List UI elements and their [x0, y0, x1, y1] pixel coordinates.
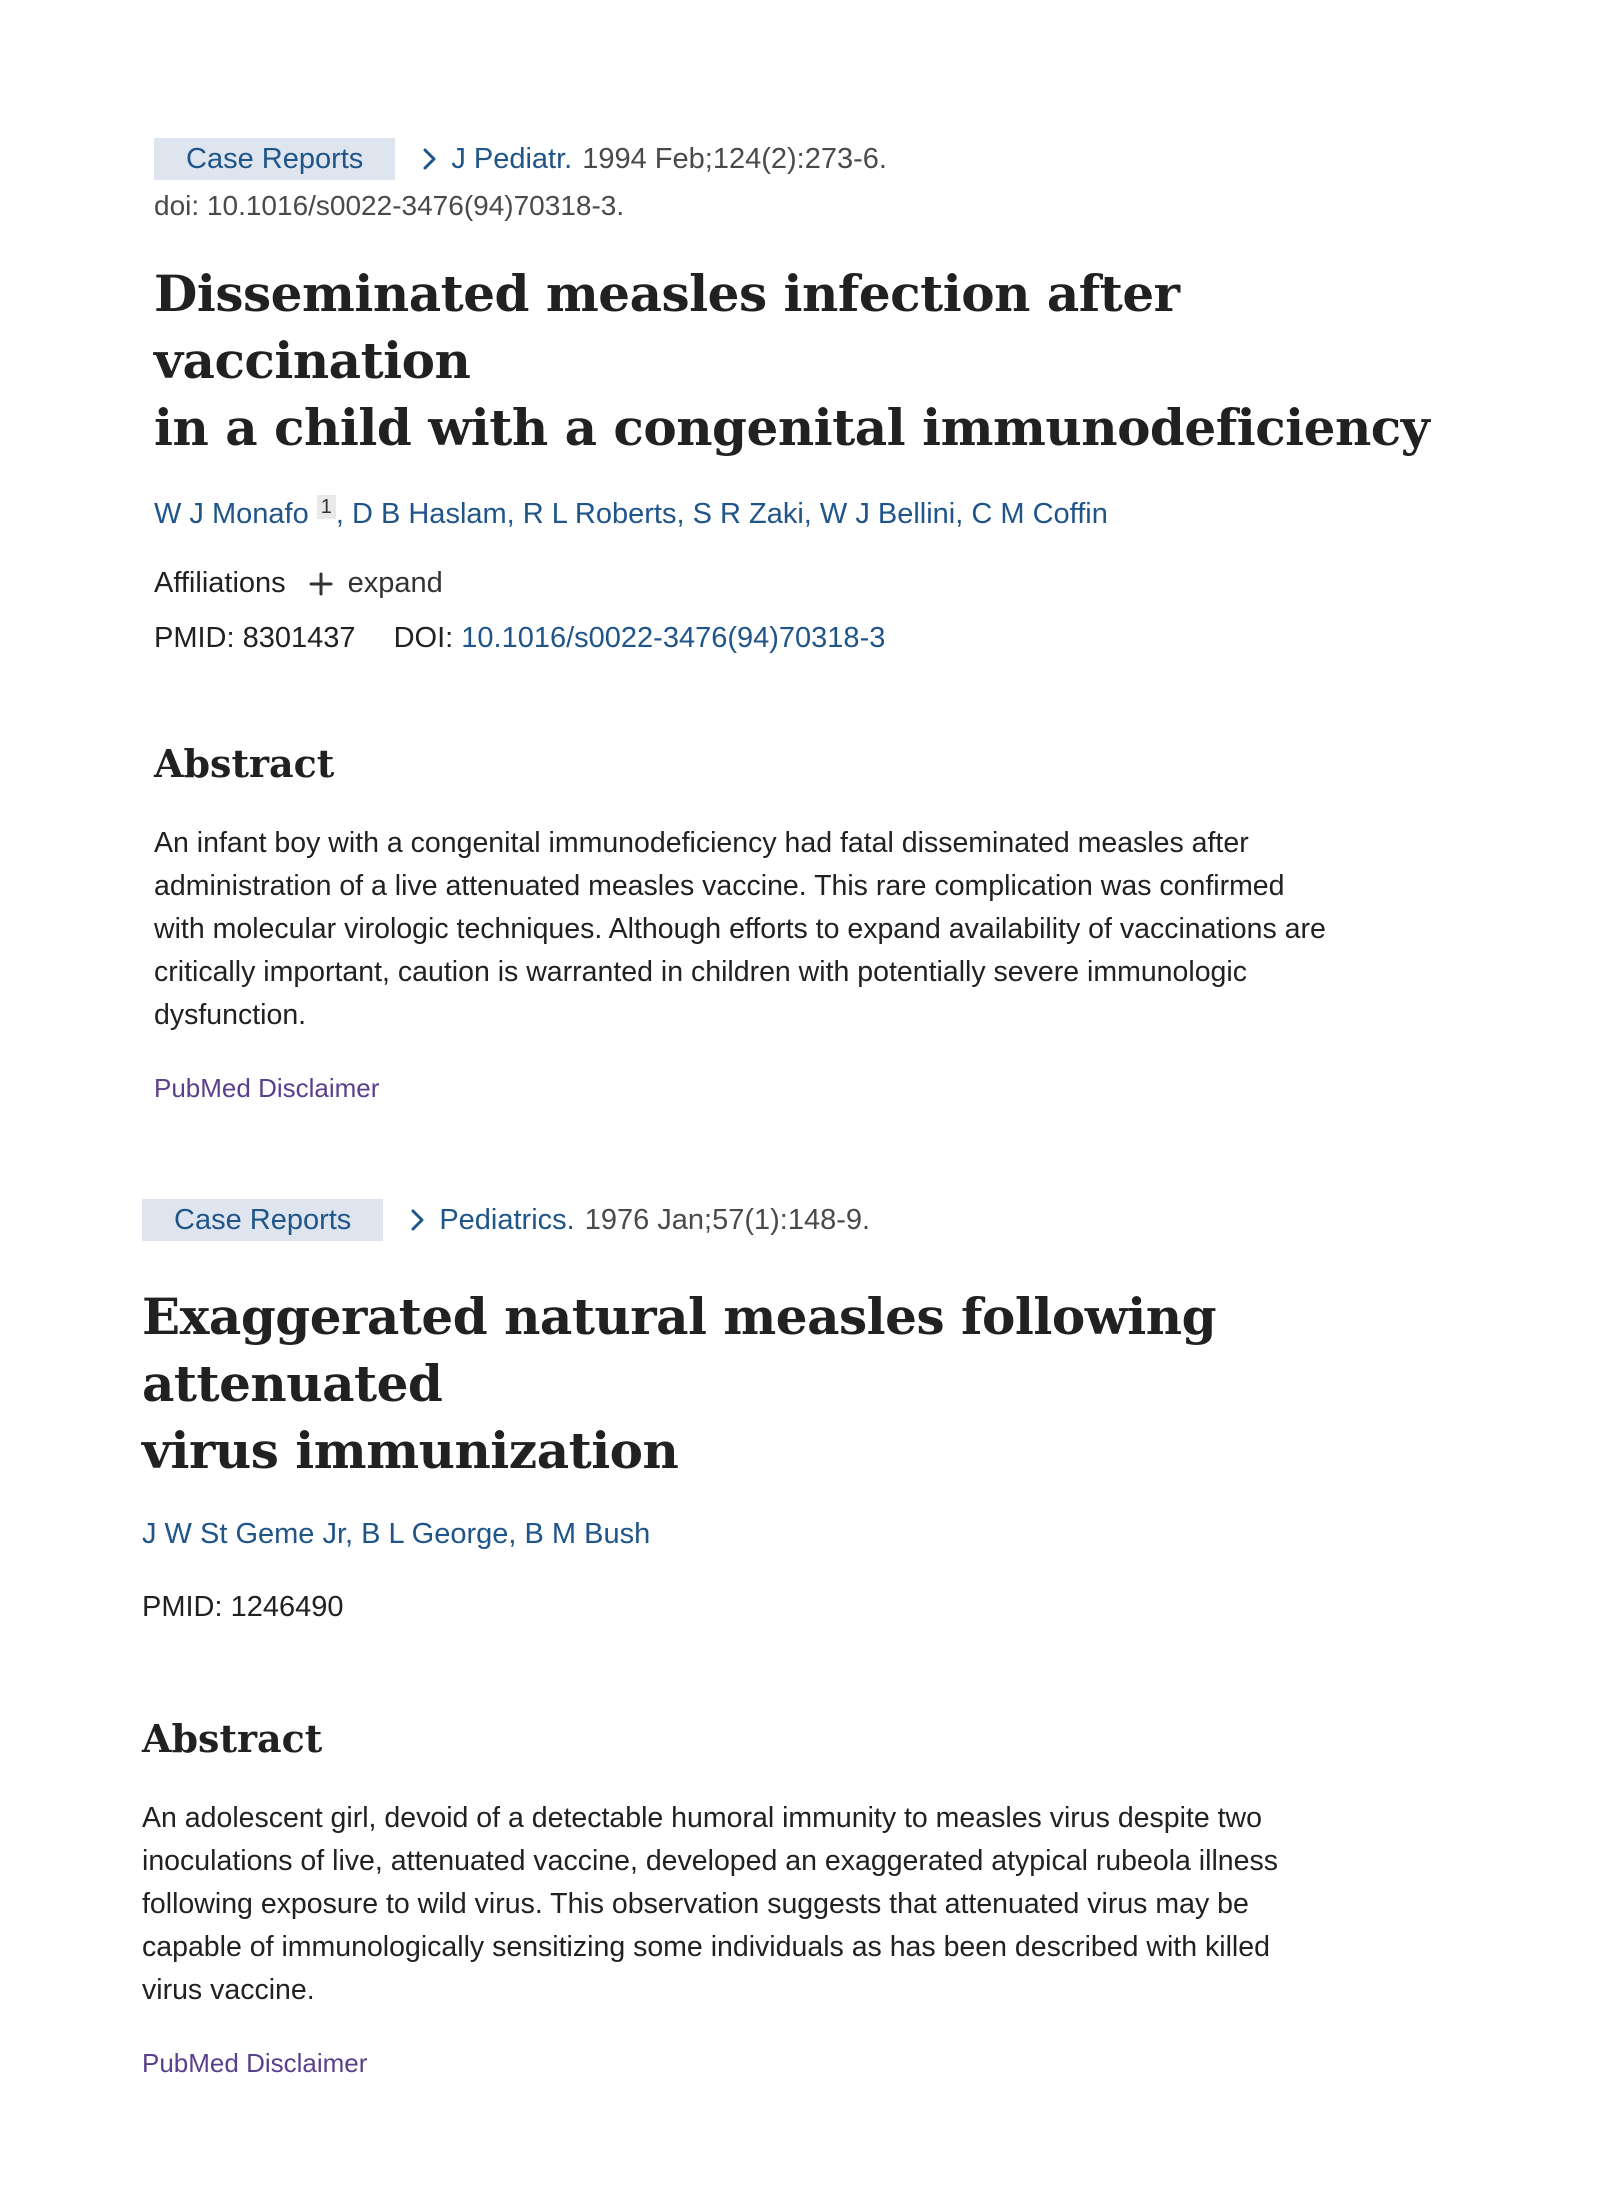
- abstract-heading: Abstract: [142, 1716, 323, 1761]
- abstract-line: following exposure to wild virus. This observation suggests that attenuated virus may be: [142, 1888, 1249, 1920]
- affiliation-number[interactable]: 1: [317, 495, 336, 519]
- pmid-value: 1246490: [230, 1591, 344, 1623]
- article-2: [142, 1199, 1442, 2079]
- publication-type-badge: Case Reports: [142, 1199, 383, 1241]
- abstract-text: [142, 1797, 1442, 2012]
- expand-affiliations-button[interactable]: [308, 567, 443, 600]
- chevron-right-icon[interactable]: [417, 144, 443, 174]
- abstract-line: critically important, caution is warranted in children with potentially severe immunologic: [154, 956, 1247, 988]
- abstract-line: An infant boy with a congenital immunodeficiency had fatal disseminated measles after: [154, 827, 1249, 859]
- pmid-label: PMID:: [142, 1591, 223, 1623]
- author-link[interactable]: D B Haslam: [351, 498, 507, 530]
- author-link[interactable]: S R Zaki: [692, 498, 804, 530]
- title-line: Disseminated measles infection after vaccination: [154, 264, 1180, 390]
- abstract-line: administration of a live attenuated measles vaccine. This rare complication was confirmed: [154, 870, 1285, 902]
- affiliations-row: [154, 567, 1454, 600]
- journal-link[interactable]: Pediatrics.: [439, 1203, 575, 1236]
- abstract-line: virus vaccine.: [142, 1974, 315, 2006]
- article-title: [142, 1283, 1442, 1484]
- article-meta: [142, 1199, 1442, 1241]
- abstract-line: with molecular virologic techniques. Although efforts to expand availability of vaccinations are: [154, 913, 1326, 945]
- journal-link[interactable]: J Pediatr.: [451, 142, 573, 175]
- author-list: J W St Geme Jr, B L George, B M Bush: [142, 1518, 651, 1550]
- citation: 1976 Jan;57(1):148-9.: [584, 1203, 871, 1236]
- author-link[interactable]: B L George: [361, 1518, 509, 1550]
- chevron-right-icon[interactable]: [405, 1205, 431, 1235]
- abstract-text: [154, 822, 1454, 1037]
- abstract-line: dysfunction.: [154, 999, 307, 1031]
- abstract-heading: Abstract: [154, 741, 335, 786]
- author-list: W J Monafo 1 , D B Haslam, R L Roberts, S R Zaki, W J Bellini, C M Coffin: [154, 496, 1108, 530]
- pubmed-disclaimer-link[interactable]: PubMed Disclaimer: [142, 2048, 368, 2078]
- title-line: virus immunization: [142, 1421, 679, 1480]
- pmid-label: PMID:: [154, 622, 235, 654]
- pmid-value: 8301437: [242, 622, 356, 654]
- article-1: [154, 138, 1454, 1104]
- identifiers: [154, 622, 1454, 655]
- author-link[interactable]: C M Coffin: [971, 498, 1108, 530]
- doi-label: DOI:: [393, 622, 454, 654]
- plus-icon: [308, 571, 334, 597]
- citation: 1994 Feb;124(2):273-6.: [582, 142, 887, 175]
- author-link[interactable]: R L Roberts: [522, 498, 677, 530]
- abstract-line: inoculations of live, attenuated vaccine, developed an exaggerated atypical rubeola illness: [142, 1845, 1279, 1877]
- doi-link[interactable]: 10.1016/s0022-3476(94)70318-3: [461, 622, 886, 654]
- publication-type-badge: Case Reports: [154, 138, 395, 180]
- author-link[interactable]: B M Bush: [524, 1518, 651, 1550]
- article-meta: [154, 138, 1454, 180]
- abstract-line: capable of immunologically sensitizing some individuals as has been described with killed: [142, 1931, 1270, 1963]
- author-link[interactable]: W J Bellini: [819, 498, 956, 530]
- author-link[interactable]: J W St Geme Jr: [142, 1518, 346, 1550]
- affiliations-label: Affiliations: [154, 567, 286, 599]
- pubmed-disclaimer-link[interactable]: PubMed Disclaimer: [154, 1073, 380, 1103]
- author-link[interactable]: W J Monafo: [154, 498, 309, 530]
- expand-label: expand: [347, 567, 443, 599]
- title-line: Exaggerated natural measles following attenuated: [142, 1287, 1217, 1413]
- abstract-line: An adolescent girl, devoid of a detectable humoral immunity to measles virus despite two: [142, 1802, 1262, 1834]
- article-title: [154, 260, 1454, 461]
- identifiers: [142, 1591, 1442, 1624]
- doi-line: doi: 10.1016/s0022-3476(94)70318-3.: [154, 190, 625, 221]
- title-line: in a child with a congenital immunodeficiency: [154, 398, 1430, 457]
